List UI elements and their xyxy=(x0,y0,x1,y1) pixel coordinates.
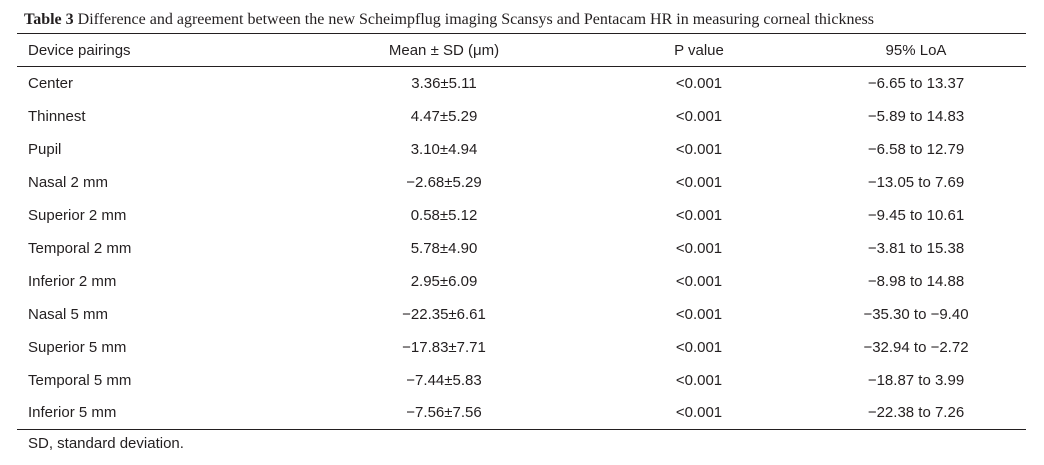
cell-mean-sd: −22.35±6.61 xyxy=(402,305,486,323)
cell-device-pairing: Inferior 2 mm xyxy=(28,272,117,290)
column-header-device-pairings: Device pairings xyxy=(28,41,131,59)
column-header-mean-sd: Mean ± SD (μm) xyxy=(388,41,500,59)
cell-loa: −18.87 to 3.99 xyxy=(867,371,965,389)
table-footnote: SD, standard deviation. xyxy=(28,435,184,452)
cell-p-value: <0.001 xyxy=(675,404,723,422)
cell-mean-sd: 3.36±5.11 xyxy=(411,74,477,92)
cell-p-value: <0.001 xyxy=(675,371,723,389)
data-table xyxy=(17,33,1026,430)
table-row xyxy=(17,331,1026,364)
table-label: Table 3 xyxy=(24,11,74,28)
cell-mean-sd: −17.83±7.71 xyxy=(402,338,486,356)
table-header-row xyxy=(17,34,1026,67)
cell-p-value: <0.001 xyxy=(675,272,723,290)
cell-device-pairing: Nasal 5 mm xyxy=(28,305,109,323)
table-row xyxy=(17,199,1026,232)
cell-loa: −8.98 to 14.88 xyxy=(867,272,965,290)
table-row xyxy=(17,397,1026,430)
cell-mean-sd: −7.44±5.83 xyxy=(406,371,482,389)
cell-device-pairing: Center xyxy=(28,74,74,92)
cell-device-pairing: Superior 2 mm xyxy=(28,206,127,224)
cell-mean-sd: 4.47±5.29 xyxy=(410,107,478,125)
table-row xyxy=(17,133,1026,166)
cell-loa: −6.58 to 12.79 xyxy=(867,140,965,158)
cell-mean-sd: 2.95±6.09 xyxy=(410,272,478,290)
column-header-loa: 95% LoA xyxy=(885,41,947,59)
cell-device-pairing: Pupil xyxy=(28,140,62,158)
cell-p-value: <0.001 xyxy=(675,173,723,191)
cell-device-pairing: Temporal 2 mm xyxy=(28,239,132,257)
cell-device-pairing: Temporal 5 mm xyxy=(28,371,132,389)
cell-loa: −13.05 to 7.69 xyxy=(867,173,965,191)
cell-p-value: <0.001 xyxy=(675,206,723,224)
table-row xyxy=(17,67,1026,100)
table-row xyxy=(17,364,1026,397)
cell-mean-sd: 3.10±4.94 xyxy=(410,140,478,158)
table-caption-text: Difference and agreement between the new Scheimpflug imaging Scansys and Pentacam HR in measuring corneal thickness xyxy=(73,11,874,28)
cell-loa: −35.30 to −9.40 xyxy=(863,305,969,323)
cell-device-pairing: Superior 5 mm xyxy=(28,338,127,356)
cell-p-value: <0.001 xyxy=(675,107,723,125)
table-row xyxy=(17,232,1026,265)
cell-loa: −32.94 to −2.72 xyxy=(863,338,969,356)
cell-p-value: <0.001 xyxy=(675,74,723,92)
table-body xyxy=(17,67,1026,430)
cell-device-pairing: Nasal 2 mm xyxy=(28,173,109,191)
cell-device-pairing: Thinnest xyxy=(28,107,86,125)
cell-mean-sd: 0.58±5.12 xyxy=(410,206,478,224)
cell-loa: −5.89 to 14.83 xyxy=(867,107,965,125)
table-row xyxy=(17,265,1026,298)
column-header-p-value: P value xyxy=(674,41,724,59)
table-row xyxy=(17,100,1026,133)
cell-loa: −9.45 to 10.61 xyxy=(867,206,965,224)
cell-loa: −22.38 to 7.26 xyxy=(867,404,965,422)
cell-mean-sd: −7.56±7.56 xyxy=(406,404,482,422)
cell-mean-sd: −2.68±5.29 xyxy=(406,173,482,191)
table-caption xyxy=(24,10,1024,30)
cell-p-value: <0.001 xyxy=(675,140,723,158)
cell-loa: −6.65 to 13.37 xyxy=(867,74,965,92)
cell-p-value: <0.001 xyxy=(675,338,723,356)
table-row xyxy=(17,166,1026,199)
cell-device-pairing: Inferior 5 mm xyxy=(28,404,117,422)
cell-mean-sd: 5.78±4.90 xyxy=(410,239,478,257)
cell-p-value: <0.001 xyxy=(675,239,723,257)
table-row xyxy=(17,298,1026,331)
cell-loa: −3.81 to 15.38 xyxy=(867,239,965,257)
data-table-container xyxy=(17,33,1026,430)
cell-p-value: <0.001 xyxy=(675,305,723,323)
